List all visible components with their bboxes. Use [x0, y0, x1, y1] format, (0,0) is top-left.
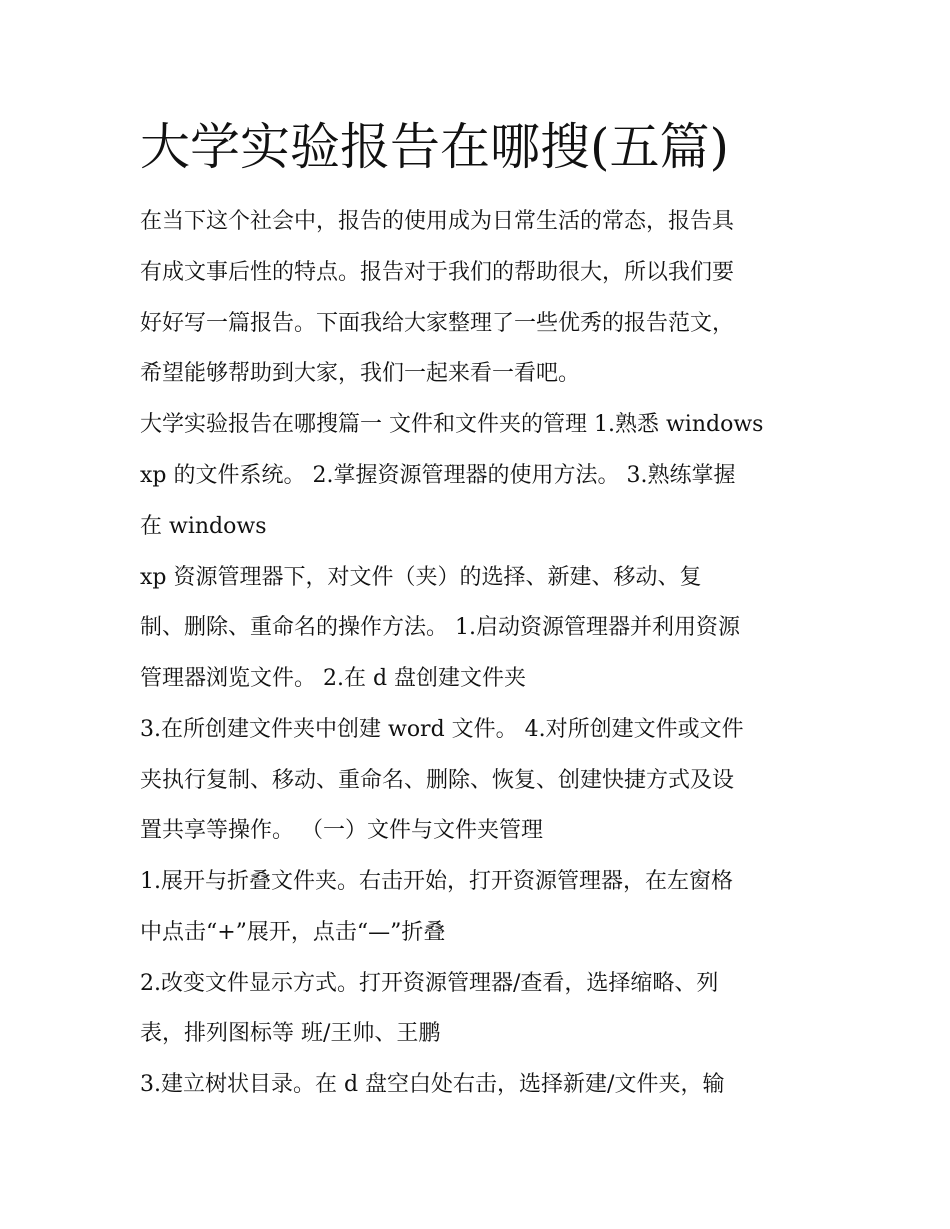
paragraph-line: 1.展开与折叠文件夹。右击开始，打开资源管理器，在左窗格	[140, 869, 733, 894]
paragraph-line: 在当下这个社会中，报告的使用成为日常生活的常态，报告具	[140, 209, 735, 234]
document-title: 大学实验报告在哪搜(五篇)	[140, 118, 730, 176]
paragraph-line: 有成文事后性的特点。报告对于我们的帮助很大，所以我们要	[140, 260, 735, 285]
paragraph-line: 置共享等操作。 （一）文件与文件夹管理	[140, 818, 543, 843]
paragraph-line: 制、删除、重命名的操作方法。 1.启动资源管理器并利用资源	[140, 615, 740, 640]
paragraph-line: 表，排列图标等 班/王帅、王鹏	[140, 1021, 441, 1046]
paragraph-line: 3.建立树状目录。在 d 盘空白处右击，选择新建/文件夹，输	[140, 1072, 725, 1097]
paragraph-line: 中点击“+”展开，点击“—”折叠	[140, 920, 446, 945]
paragraph-line: xp 的文件系统。 2.掌握资源管理器的使用方法。 3.熟练掌握	[140, 463, 736, 488]
paragraph-line: 希望能够帮助到大家，我们一起来看一看吧。	[140, 361, 581, 386]
paragraph-line: 管理器浏览文件。 2.在 d 盘创建文件夹	[140, 666, 527, 691]
paragraph-line: 3.在所创建文件夹中创建 word 文件。 4.对所创建文件或文件	[140, 717, 744, 742]
paragraph-line: xp 资源管理器下，对文件（夹）的选择、新建、移动、复	[140, 565, 702, 590]
paragraph-line: 大学实验报告在哪搜篇一 文件和文件夹的管理 1.熟悉 windows	[140, 412, 764, 437]
paragraph-line: 2.改变文件显示方式。打开资源管理器/查看，选择缩略、列	[140, 971, 719, 996]
paragraph-line: 夹执行复制、移动、重命名、删除、恢复、创建快捷方式及设	[140, 768, 735, 793]
paragraph-line: 好好写一篇报告。下面我给大家整理了一些优秀的报告范文，	[140, 311, 735, 336]
paragraph-line: 在 windows	[140, 514, 267, 539]
